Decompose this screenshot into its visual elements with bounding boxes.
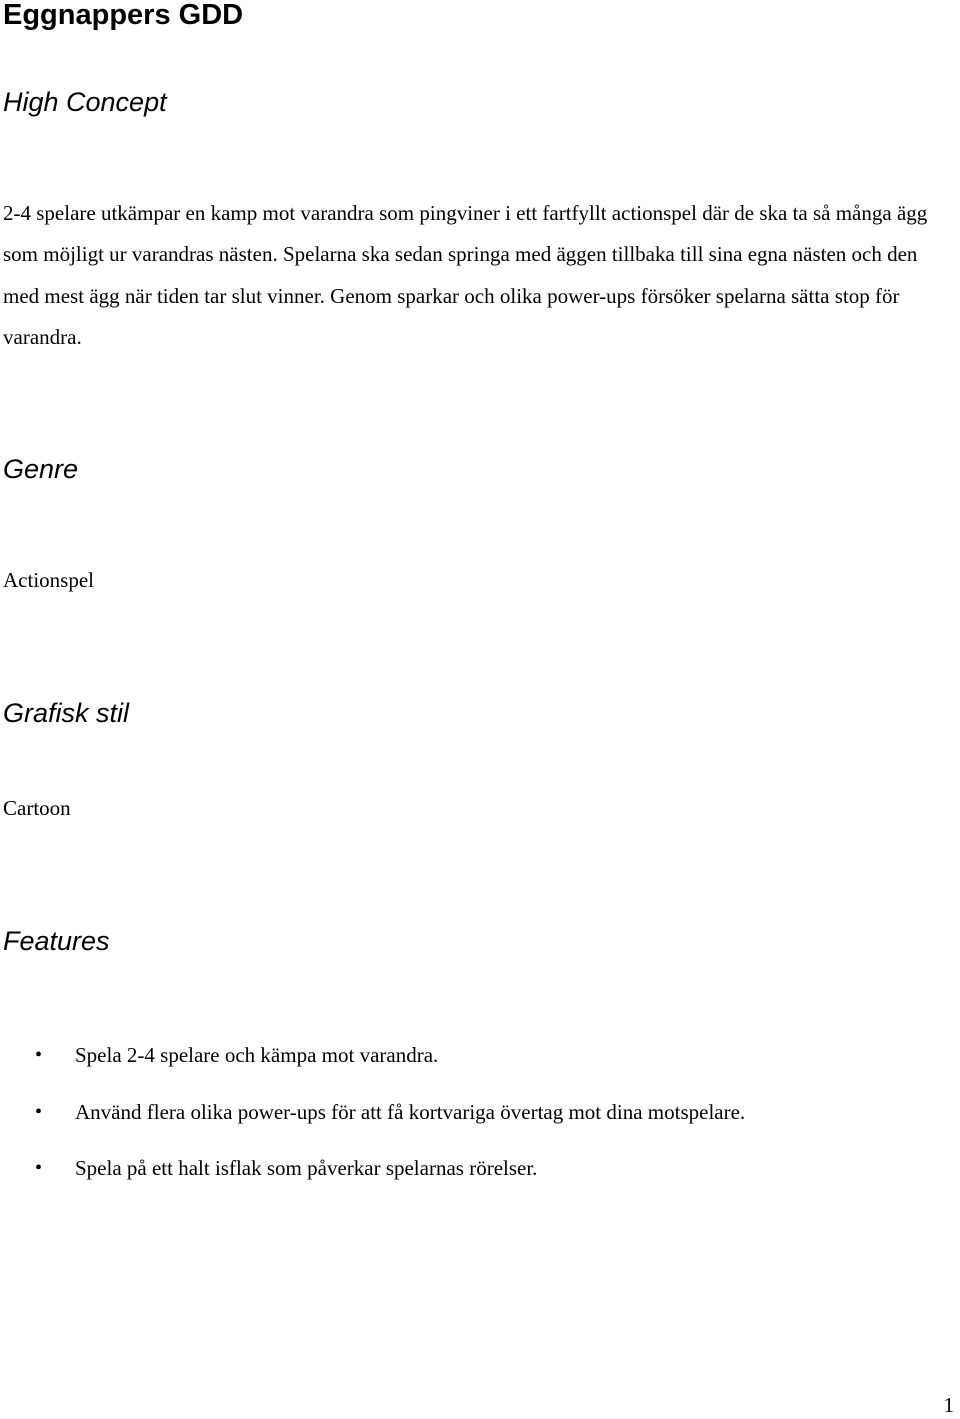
list-item	[0, 1090, 950, 1134]
bullet-icon: •	[35, 1100, 43, 1123]
features-heading: Features	[3, 926, 110, 956]
graphic-style-heading: Grafisk stil	[3, 698, 130, 728]
feature-text: Använd flera olika power-ups för att få kortvariga övertag mot dina motspelare.	[75, 1099, 746, 1124]
graphic-style-value: Cartoon	[3, 796, 71, 820]
bullet-icon: •	[35, 1157, 43, 1179]
features-list	[0, 1033, 950, 1203]
feature-text: Spela på ett halt isflak som påverkar spelarnas rörelser.	[75, 1156, 538, 1180]
high-concept-paragraph: 2-4 spelare utkämpar en kamp mot varandra som pingviner i ett fartfyllt actionspel där de ska ta så många ägg som möjligt ur varandras nästen. Spelarna ska sedan springa med äggen tillbaka till sina egna nästen och den med mest ägg när tiden tar slut vinner. Genom sparkar och olika power-ups försöker spelarna sätta stop för varandra.	[3, 201, 928, 349]
genre-value: Actionspel	[3, 568, 94, 592]
page-number: 1	[943, 1393, 954, 1417]
genre-heading: Genre	[3, 454, 79, 484]
list-item	[0, 1033, 950, 1077]
list-item	[0, 1146, 950, 1190]
bullet-icon: •	[35, 1044, 43, 1066]
feature-text: Spela 2-4 spelare och kämpa mot varandra.	[75, 1043, 439, 1067]
high-concept-heading: High Concept	[3, 87, 167, 117]
document-title: Eggnappers GDD	[3, 0, 244, 31]
